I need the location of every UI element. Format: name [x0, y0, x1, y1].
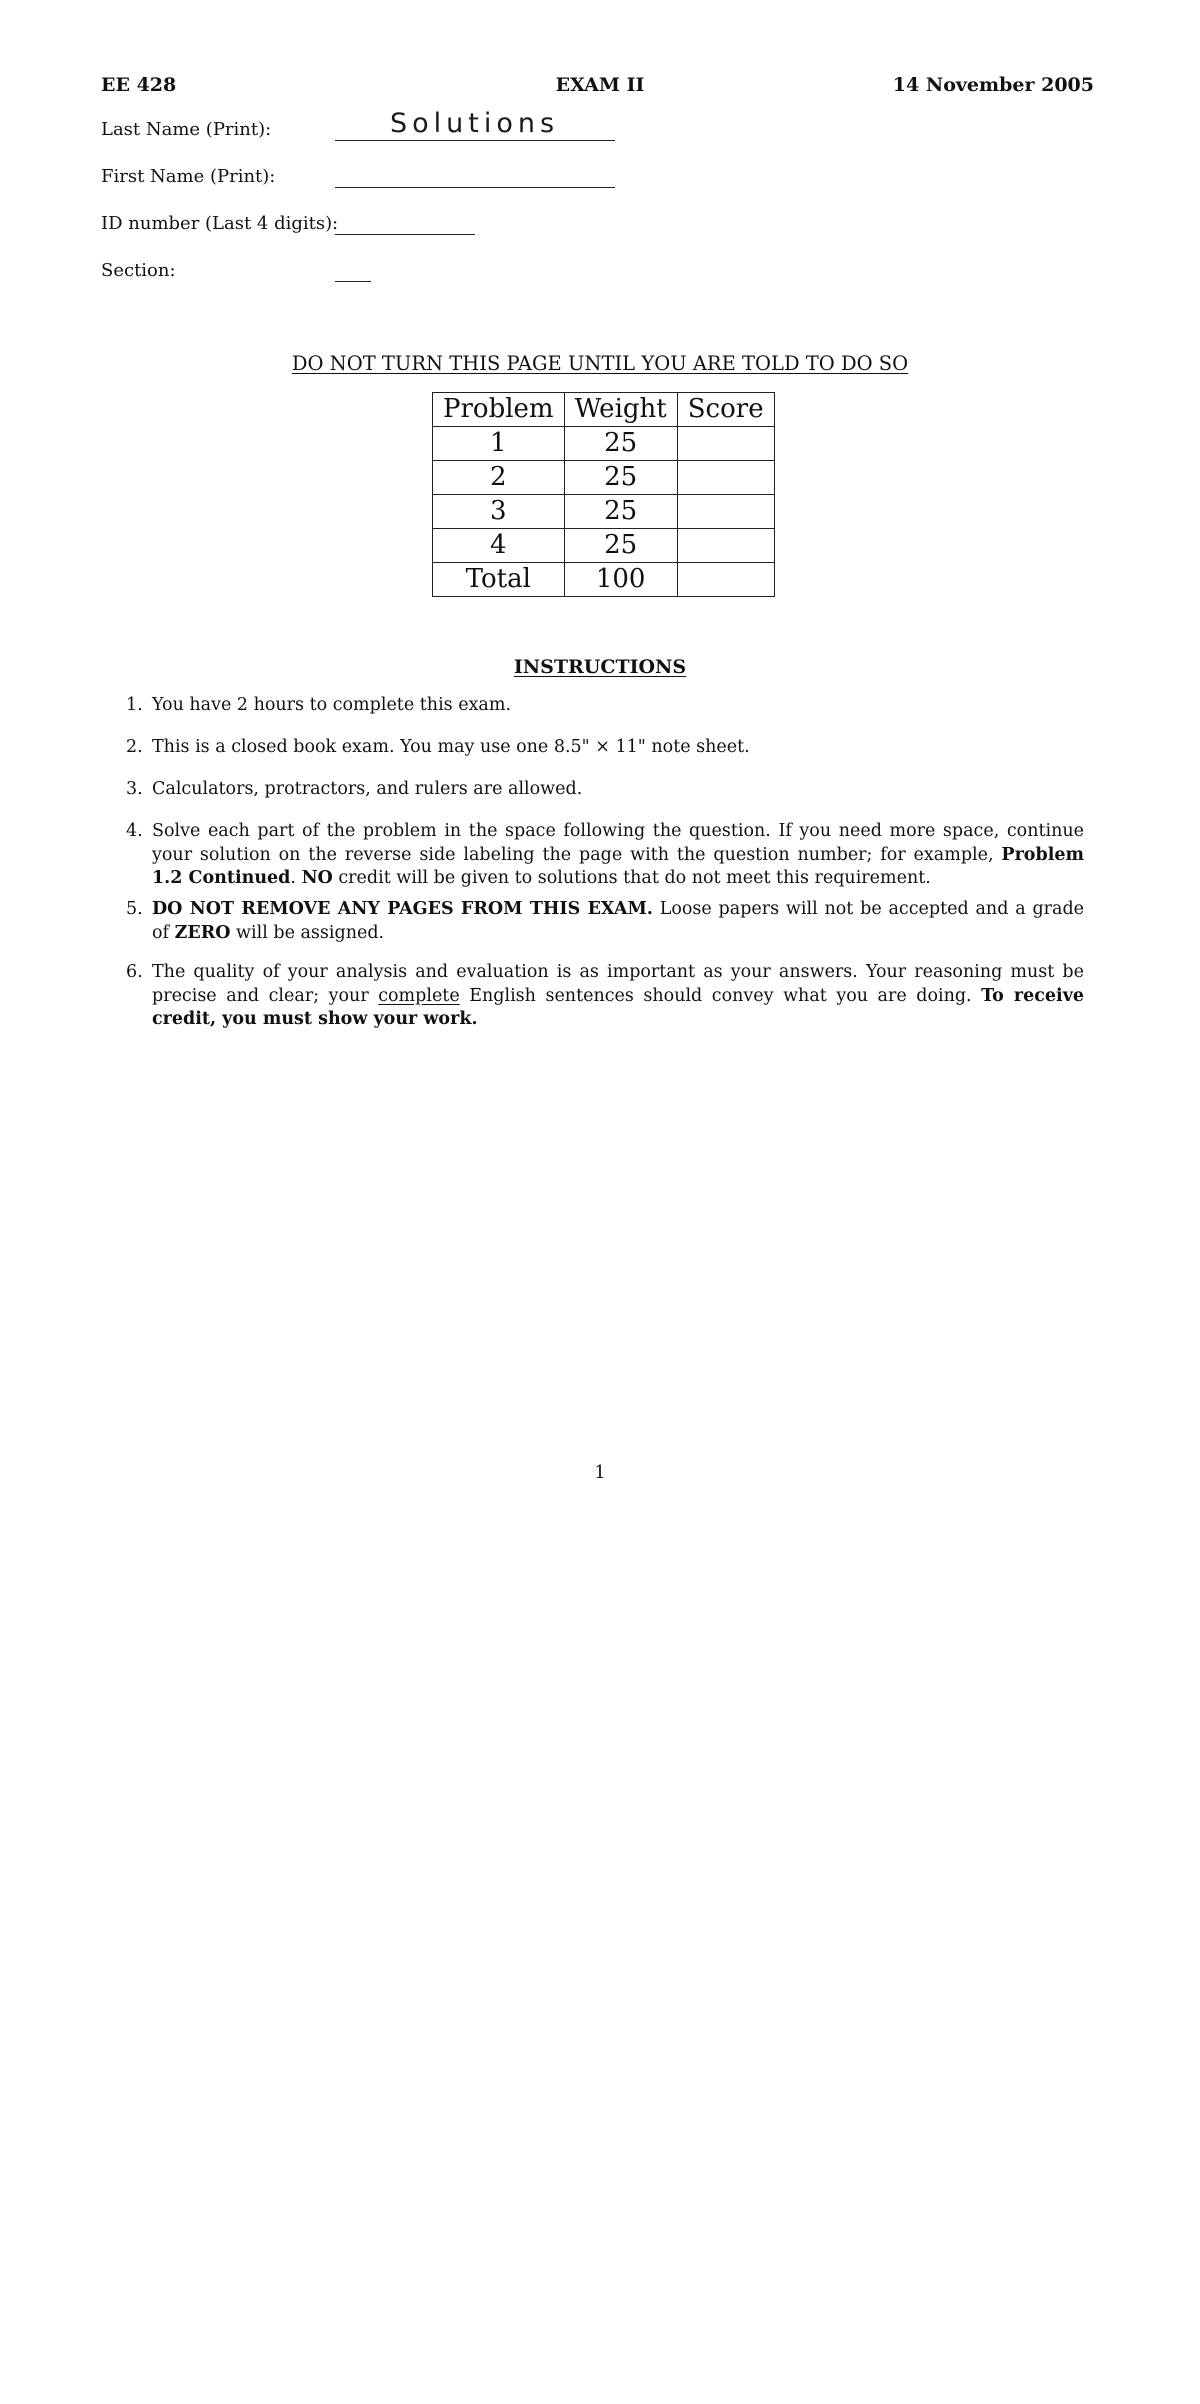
- id-number-label: ID number (Last 4 digits):: [101, 213, 339, 234]
- last-name-line: [335, 139, 615, 141]
- item-text: [152, 961, 1084, 1032]
- table-row-total: [433, 563, 775, 597]
- exam-date: 14 November 2005: [892, 74, 1094, 96]
- total-weight-cell: 100: [564, 563, 677, 597]
- item-text: Calculators, protractors, and rulers are allowed.: [152, 779, 583, 799]
- item-text: [152, 898, 1084, 945]
- list-item: [126, 736, 1084, 760]
- table-row: [433, 529, 775, 563]
- weight-cell: 25: [564, 427, 677, 461]
- item-number: 6.: [126, 962, 143, 982]
- weight-cell: 25: [564, 529, 677, 563]
- problem-cell: 2: [433, 461, 565, 495]
- item-number: 2.: [126, 737, 143, 757]
- item-text-segment: Loose papers will not be accepted and a grade of: [152, 899, 1085, 943]
- item-number: 4.: [126, 821, 143, 841]
- score-table-header-row: [433, 393, 775, 427]
- item-number: 3.: [126, 779, 143, 799]
- item-underlined-segment: complete: [378, 985, 460, 1006]
- section-label: Section:: [101, 260, 176, 281]
- list-item: [126, 820, 1084, 891]
- score-cell[interactable]: [677, 495, 774, 529]
- item-text-segment: credit will be given to solutions that do not meet this requirement.: [332, 868, 931, 888]
- last-name-handwritten-value: Solutions: [390, 108, 560, 139]
- table-row: [433, 495, 775, 529]
- list-item: [126, 898, 1084, 945]
- instructions-title-text: INSTRUCTIONS: [513, 656, 687, 678]
- item-bold-segment: ZERO: [174, 922, 231, 943]
- total-label-cell: Total: [433, 563, 565, 597]
- list-item: [126, 778, 1084, 802]
- weight-cell: 25: [564, 461, 677, 495]
- total-score-cell[interactable]: [677, 563, 774, 597]
- last-name-label: Last Name (Print):: [101, 119, 272, 140]
- item-bold-segment: Problem 1.2 Continued: [152, 844, 1084, 888]
- list-item: [126, 694, 1084, 718]
- section-line: [335, 280, 371, 282]
- problem-cell: 3: [433, 495, 565, 529]
- score-cell[interactable]: [677, 529, 774, 563]
- item-number: 5.: [126, 899, 143, 919]
- item-text: You have 2 hours to complete this exam.: [152, 695, 512, 715]
- item-bold-segment: DO NOT REMOVE ANY PAGES FROM THIS EXAM.: [152, 899, 653, 919]
- item-text-segment: Solve each part of the problem in the space following the question. If you need more space, continue your solution on the reverse side labeling the page with the question number; for example,: [152, 821, 1084, 865]
- course-code: EE 428: [101, 74, 177, 96]
- header-problem: Problem: [433, 393, 565, 427]
- header-weight: Weight: [564, 393, 677, 427]
- table-row: [433, 461, 775, 495]
- id-number-line: [335, 233, 475, 235]
- item-text: [152, 820, 1084, 891]
- score-cell[interactable]: [677, 461, 774, 495]
- list-item: [126, 961, 1084, 1032]
- item-text-segment: The quality of your analysis and evaluation is as important as your answers. Your reasoning must be precise and clear; your: [152, 962, 1084, 1006]
- first-name-label: First Name (Print):: [101, 166, 276, 187]
- weight-cell: 25: [564, 495, 677, 529]
- item-text-segment: English sentences should convey what you are doing.: [459, 985, 982, 1006]
- item-bold-segment: To receive credit, you must show your work.: [152, 985, 1085, 1029]
- problem-cell: 4: [433, 529, 565, 563]
- problem-cell: 1: [433, 427, 565, 461]
- header-score: Score: [677, 393, 774, 427]
- item-text-segment: .: [290, 868, 302, 888]
- warning-text: DO NOT TURN THIS PAGE UNTIL YOU ARE TOLD TO DO SO: [291, 352, 909, 375]
- score-table: [432, 392, 775, 597]
- item-bold-segment: NO: [301, 868, 333, 888]
- page-number: 1: [594, 1462, 606, 1483]
- first-name-line: [335, 186, 615, 188]
- exam-title: EXAM II: [555, 74, 645, 96]
- item-number: 1.: [126, 695, 143, 715]
- table-row: [433, 427, 775, 461]
- item-text-segment: will be assigned.: [230, 922, 385, 943]
- instructions-title: [0, 656, 1200, 678]
- item-text: This is a closed book exam. You may use one 8.5" × 11" note sheet.: [152, 737, 750, 757]
- do-not-turn-warning: [0, 352, 1200, 375]
- score-cell[interactable]: [677, 427, 774, 461]
